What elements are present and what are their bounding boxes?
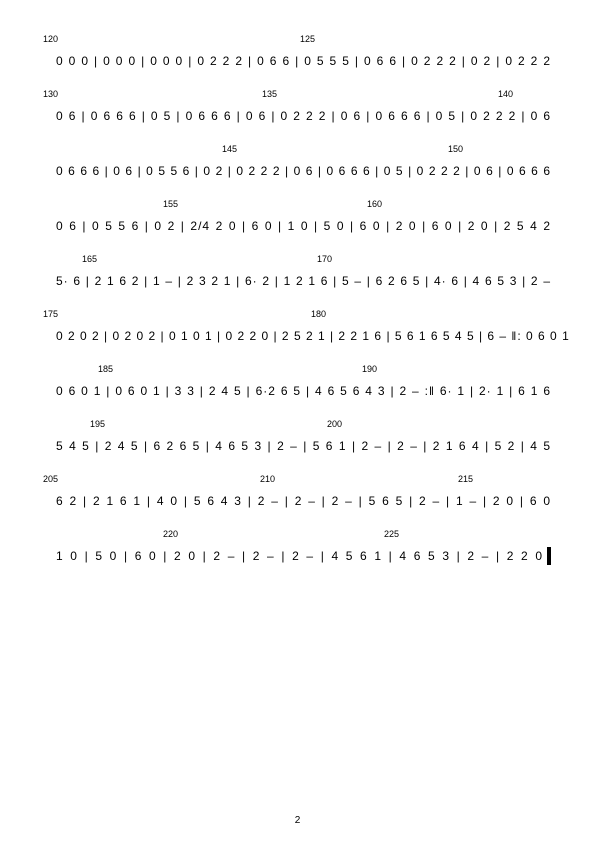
measure-number: 190 bbox=[362, 364, 378, 374]
score-line-1 bbox=[0, 34, 595, 80]
measure-number: 220 bbox=[163, 529, 179, 539]
notation-line: 0 0 0 | 0 0 0 | 0 0 0 | 0 2 2 2 | 0 6 6 | 0 5 5 5 | 0 6 6 | 0 2 2 2 | 0 2 | 0 2 2 2 bbox=[56, 54, 551, 68]
final-barline bbox=[547, 547, 551, 565]
measure-number: 185 bbox=[98, 364, 114, 374]
measure-number: 165 bbox=[82, 254, 98, 264]
measure-number: 175 bbox=[43, 309, 59, 319]
notation-line: 0 6 | 0 6 6 6 | 0 5 | 0 6 6 6 | 0 6 | 0 2 2 2 | 0 6 | 0 6 6 6 | 0 5 | 0 2 2 2 | 0 6 bbox=[56, 109, 551, 123]
notation-line: 5· 6 | 2 1 6 2 | 1 – | 2 3 2 1 | 6· 2 | 1 2 1 6 | 5 – | 6 2 6 5 | 4· 6 | 4 6 5 3 | 2 – bbox=[56, 274, 551, 288]
measure-number: 125 bbox=[300, 34, 316, 44]
score-line-9 bbox=[0, 474, 595, 520]
notation-line: 6 2 | 2 1 6 1 | 4 0 | 5 6 4 3 | 2 – | 2 – | 2 – | 5 6 5 | 2 – | 1 – | 2 0 | 6 0 bbox=[56, 494, 551, 508]
measure-number: 225 bbox=[384, 529, 400, 539]
notation-line: 0 6 0 1 | 0 6 0 1 | 3 3 | 2 4 5 | 6·2 6 5 | 4 6 5 6 4 3 | 2 – :‖ 6· 1 | 2· 1 | 6 1 6 bbox=[56, 384, 551, 398]
score-line-7 bbox=[0, 364, 595, 410]
page-number: 2 bbox=[294, 815, 301, 826]
notation-line: 1 0 | 5 0 | 6 0 | 2 0 | 2 – | 2 – | 2 – | 4 5 6 1 | 4 6 5 3 | 2 – | 2 2 0 bbox=[56, 549, 543, 563]
notation-line: 0 6 | 0 5 5 6 | 0 2 | 2/4 2 0 | 6 0 | 1 0 | 5 0 | 6 0 | 2 0 | 6 0 | 2 0 | 2 5 4 2 bbox=[56, 219, 551, 233]
measure-number: 200 bbox=[327, 419, 343, 429]
notation-line: 5 4 5 | 2 4 5 | 6 2 6 5 | 4 6 5 3 | 2 – | 5 6 1 | 2 – | 2 – | 2 1 6 4 | 5 2 | 4 5 bbox=[56, 439, 551, 453]
score-line-3 bbox=[0, 144, 595, 190]
score-line-8 bbox=[0, 419, 595, 465]
measure-number: 210 bbox=[260, 474, 276, 484]
measure-number: 140 bbox=[498, 89, 514, 99]
measure-number: 195 bbox=[90, 419, 106, 429]
score-line-5 bbox=[0, 254, 595, 300]
notation-line: 0 2 0 2 | 0 2 0 2 | 0 1 0 1 | 0 2 2 0 | 2 5 2 1 | 2 2 1 6 | 5 6 1 6 5 4 5 | 6 – ‖: 0 6 0 1 bbox=[56, 329, 570, 343]
measure-number: 130 bbox=[43, 89, 59, 99]
measure-number: 215 bbox=[458, 474, 474, 484]
notation-line: 0 6 6 6 | 0 6 | 0 5 5 6 | 0 2 | 0 2 2 2 | 0 6 | 0 6 6 6 | 0 5 | 0 2 2 2 | 0 6 | 0 6 6 6 bbox=[56, 164, 551, 178]
score-line-2 bbox=[0, 89, 595, 135]
score-line-4 bbox=[0, 199, 595, 245]
measure-number: 120 bbox=[43, 34, 59, 44]
measure-number: 150 bbox=[448, 144, 464, 154]
measure-number: 155 bbox=[163, 199, 179, 209]
measure-number: 180 bbox=[311, 309, 327, 319]
measure-number: 160 bbox=[367, 199, 383, 209]
measure-number: 170 bbox=[317, 254, 333, 264]
score-line-6 bbox=[0, 309, 595, 355]
measure-number: 145 bbox=[222, 144, 238, 154]
score-line-10 bbox=[0, 529, 595, 575]
measure-number: 135 bbox=[262, 89, 278, 99]
measure-number: 205 bbox=[43, 474, 59, 484]
